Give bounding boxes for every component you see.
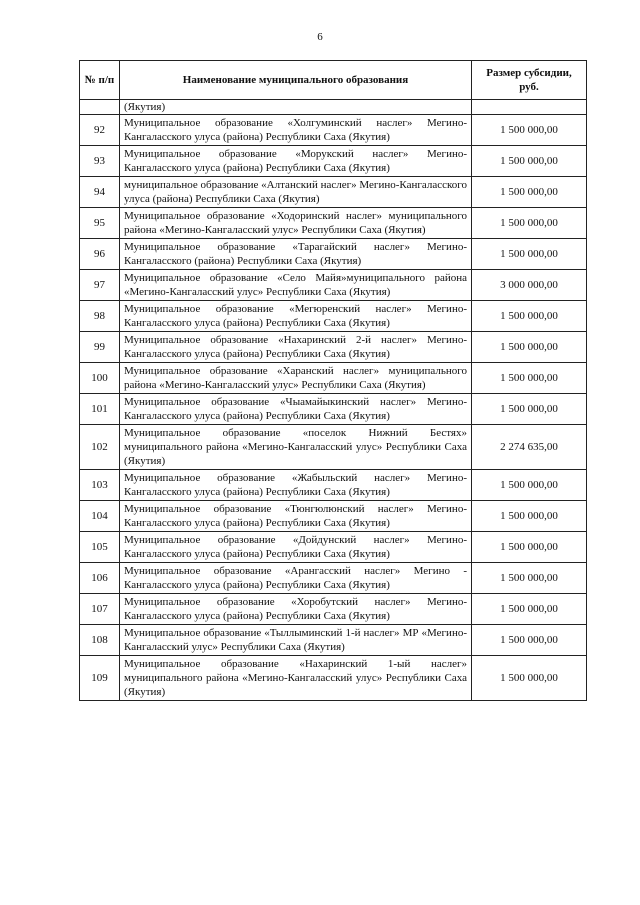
municipality-name: муниципальное образование «Алтанский наслег» Мегино-Кангаласского улуса (района) Республики Саха (Якутия) (120, 177, 472, 208)
table-row (80, 363, 587, 394)
subsidy-amount: 1 500 000,00 (472, 532, 587, 563)
table-row (80, 394, 587, 425)
table-row (80, 425, 587, 470)
municipality-name: Муниципальное образование «Жабыльский наслег» Мегино-Кангаласского улуса (района) Республики Саха (Якутия) (120, 470, 472, 501)
subsidy-amount: 1 500 000,00 (472, 177, 587, 208)
subsidy-amount: 2 274 635,00 (472, 425, 587, 470)
subsidy-amount: 3 000 000,00 (472, 270, 587, 301)
subsidy-amount: 1 500 000,00 (472, 146, 587, 177)
table-header-row (80, 61, 587, 100)
municipality-name: Муниципальное образование «Арангасский наслег» Мегино - Кангаласского улуса (района) Республики Саха (Якутия) (120, 563, 472, 594)
municipality-name: Муниципальное образование «Село Майя»муниципального района «Мегино-Кангаласский улус» Республики Саха (Якутия) (120, 270, 472, 301)
continuation-num (80, 100, 120, 115)
municipality-name: Муниципальное образование «Тюнгюлюнский наслег» Мегино-Кангаласского улуса (района) Республики Саха (Якутия) (120, 501, 472, 532)
municipality-name: Муниципальное образование «поселок Нижний Бестях» муниципального района «Мегино-Кангаласский улус» Республики Саха (Якутия) (120, 425, 472, 470)
row-number: 103 (80, 470, 120, 501)
continuation-row (80, 100, 587, 115)
page-number: 6 (317, 31, 323, 43)
row-number: 97 (80, 270, 120, 301)
table-row (80, 470, 587, 501)
subsidy-amount: 1 500 000,00 (472, 208, 587, 239)
row-number: 102 (80, 425, 120, 470)
subsidy-amount: 1 500 000,00 (472, 301, 587, 332)
table-row (80, 177, 587, 208)
header-num: № п/п (80, 61, 120, 100)
table-row (80, 208, 587, 239)
municipality-name: Муниципальное образование «Харанский наслег» муниципального района «Мегино-Кангаласский улус» Республики Саха (Якутия) (120, 363, 472, 394)
subsidy-amount: 1 500 000,00 (472, 563, 587, 594)
table-row (80, 532, 587, 563)
table-row (80, 594, 587, 625)
header-name: Наименование муниципального образования (120, 61, 472, 100)
continuation-text: (Якутия) (120, 100, 472, 115)
row-number: 98 (80, 301, 120, 332)
row-number: 106 (80, 563, 120, 594)
subsidy-amount: 1 500 000,00 (472, 394, 587, 425)
row-number: 100 (80, 363, 120, 394)
subsidy-table (79, 60, 587, 701)
municipality-name: Муниципальное образование «Нахаринский 2-й наслег» Мегино-Кангаласского улуса (района) Республики Саха (Якутия) (120, 332, 472, 363)
subsidy-amount: 1 500 000,00 (472, 115, 587, 146)
subsidy-amount: 1 500 000,00 (472, 239, 587, 270)
municipality-name: Муниципальное образование «Тарагайский наслег» Мегино-Кангаласского (района) Республики Саха (Якутия) (120, 239, 472, 270)
subsidy-amount: 1 500 000,00 (472, 470, 587, 501)
row-number: 93 (80, 146, 120, 177)
row-number: 99 (80, 332, 120, 363)
municipality-name: Муниципальное образование «Нахаринский 1-ый наслег» муниципального района «Мегино-Кангаласский улус» Республики Саха (Якутия) (120, 656, 472, 701)
subsidy-amount: 1 500 000,00 (472, 501, 587, 532)
municipality-name: Муниципальное образование «Морукский наслег» Мегино-Кангаласского улуса (района) Республики Саха (Якутия) (120, 146, 472, 177)
row-number: 96 (80, 239, 120, 270)
table-row (80, 301, 587, 332)
municipality-name: Муниципальное образование «Дойдунский наслег» Мегино-Кангаласского улуса (района) Республики Саха (Якутия) (120, 532, 472, 563)
table-row (80, 332, 587, 363)
table-row (80, 501, 587, 532)
row-number: 108 (80, 625, 120, 656)
continuation-amount (472, 100, 587, 115)
table-row (80, 656, 587, 701)
row-number: 109 (80, 656, 120, 701)
subsidy-amount: 1 500 000,00 (472, 363, 587, 394)
table-row (80, 625, 587, 656)
row-number: 94 (80, 177, 120, 208)
subsidy-amount: 1 500 000,00 (472, 594, 587, 625)
row-number: 104 (80, 501, 120, 532)
subsidy-amount: 1 500 000,00 (472, 656, 587, 701)
subsidy-amount: 1 500 000,00 (472, 625, 587, 656)
municipality-name: Муниципальное образование «Тыллыминский 1-й наслег» МР «Мегино-Кангаласский улус» Республики Саха (Якутия) (120, 625, 472, 656)
table-row (80, 563, 587, 594)
header-amount: Размер субсидии, руб. (472, 61, 587, 100)
row-number: 101 (80, 394, 120, 425)
municipality-name: Муниципальное образование «Хоробутский наслег» Мегино-Кангаласского улуса (района) Республики Саха (Якутия) (120, 594, 472, 625)
subsidy-amount: 1 500 000,00 (472, 332, 587, 363)
row-number: 107 (80, 594, 120, 625)
row-number: 95 (80, 208, 120, 239)
row-number: 105 (80, 532, 120, 563)
municipality-name: Муниципальное образование «Ходоринский наслег» муниципального района «Мегино-Кангаласский улус» Республики Саха (Якутия) (120, 208, 472, 239)
municipality-name: Муниципальное образование «Холгуминский наслег» Мегино-Кангаласского улуса (района) Республики Саха (Якутия) (120, 115, 472, 146)
table-row (80, 146, 587, 177)
row-number: 92 (80, 115, 120, 146)
municipality-name: Муниципальное образование «Мегюренский наслег» Мегино-Кангаласского улуса (района) Республики Саха (Якутия) (120, 301, 472, 332)
table-row (80, 115, 587, 146)
table-row (80, 239, 587, 270)
table-row (80, 270, 587, 301)
municipality-name: Муниципальное образование «Чыамайыкинский наслег» Мегино-Кангаласского улуса (района) Республики Саха (Якутия) (120, 394, 472, 425)
